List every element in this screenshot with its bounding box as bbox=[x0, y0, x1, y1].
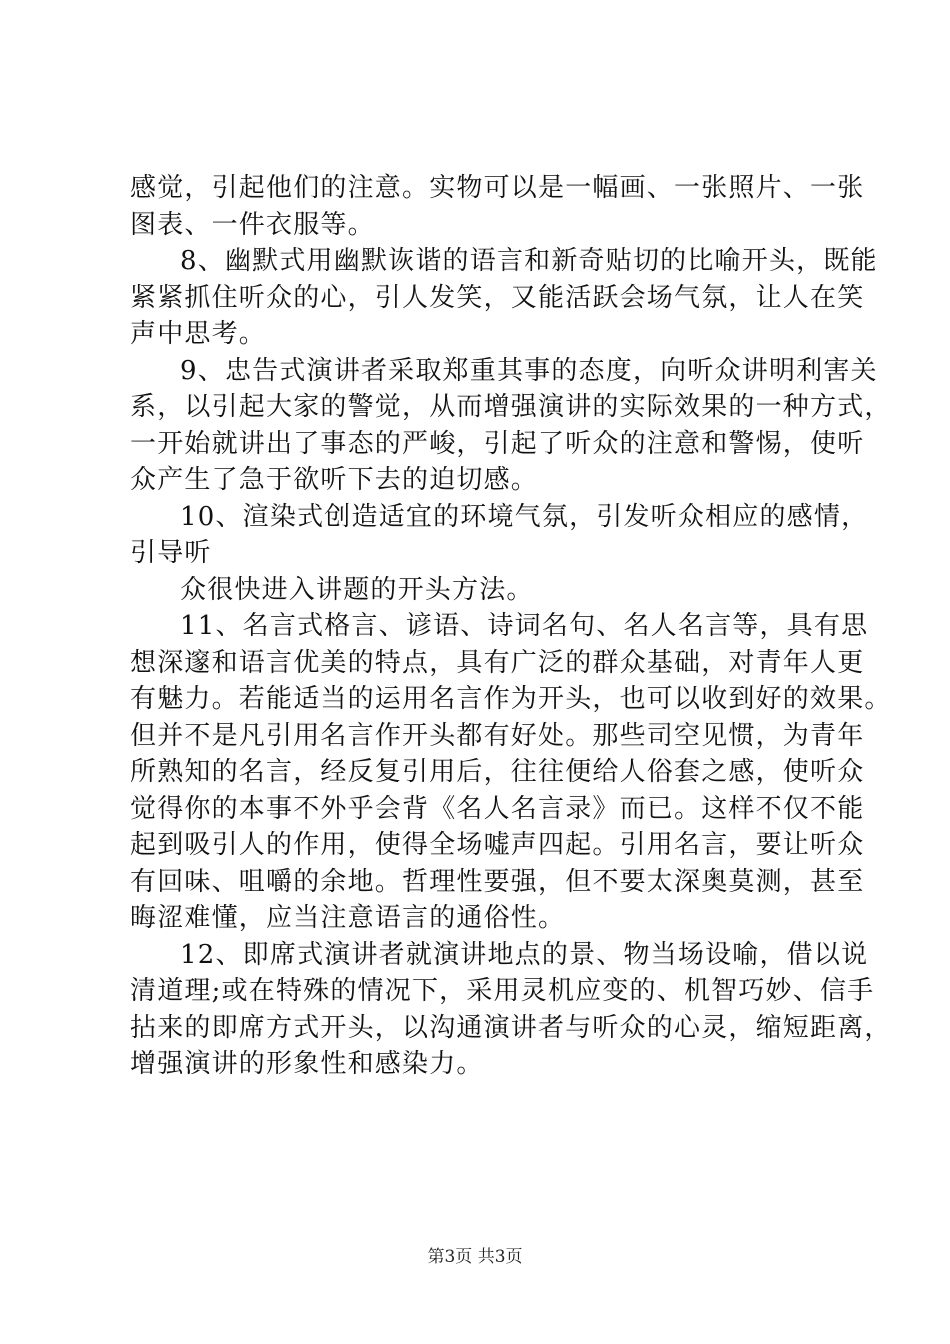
text-line: 起到吸引人的作用，使得全场嘘声四起。引用名言，要让听众 bbox=[130, 830, 865, 860]
text-line: 11、名言式格言、谚语、诗词名句、名人名言等，具有思 bbox=[180, 611, 869, 641]
text-line: 拈来的即席方式开头，以沟通演讲者与听众的心灵，缩短距离， bbox=[130, 1012, 892, 1043]
text-line: 引导听 bbox=[130, 538, 212, 568]
paragraph-12-impromptu bbox=[130, 937, 892, 1083]
document-body bbox=[130, 170, 892, 1083]
text-line: 10、渲染式创造适宜的环境气氛，引发听众相应的感情， bbox=[180, 501, 869, 532]
text-line: 增强演讲的形象性和感染力。 bbox=[130, 1049, 484, 1079]
text-line: 但并不是凡引用名言作开头都有好处。那些司空见惯，为青年 bbox=[130, 720, 865, 751]
paragraph-10-atmosphere bbox=[130, 499, 869, 572]
text-line: 12、即席式演讲者就演讲地点的景、物当场设喻，借以说 bbox=[180, 939, 869, 970]
text-line: 感觉，引起他们的注意。实物可以是一幅画、一张照片、一张 bbox=[130, 173, 865, 203]
text-line: 系，以引起大家的警觉，从而增强演讲的实际效果的一种方式， bbox=[130, 392, 892, 422]
text-line: 声中思考。 bbox=[130, 319, 267, 349]
text-line: 一开始就讲出了事态的严峻，引起了听众的注意和警惕，使听 bbox=[130, 428, 865, 459]
text-line: 晦涩难懂，应当注意语言的通俗性。 bbox=[130, 903, 566, 933]
text-line: 众很快进入讲题的开头方法。 bbox=[180, 574, 534, 605]
paragraph-8-humor bbox=[130, 243, 878, 353]
text-line: 想深邃和语言优美的特点，具有广泛的群众基础，对青年人更 bbox=[130, 647, 865, 678]
page-number-footer: 第3页 共3页 bbox=[427, 1247, 523, 1267]
paragraph-continuation bbox=[130, 170, 865, 243]
paragraph-9-advice bbox=[130, 353, 892, 499]
text-line: 众产生了急于欲听下去的迫切感。 bbox=[130, 465, 539, 495]
text-line: 9、忠告式演讲者采取郑重其事的态度，向听众讲明利害关 bbox=[180, 355, 878, 386]
text-line: 有回味、咀嚼的余地。哲理性要强，但不要太深奥莫测，甚至 bbox=[130, 866, 865, 897]
text-line: 图表、一件衣服等。 bbox=[130, 209, 375, 240]
paragraph-10-continuation bbox=[130, 572, 835, 609]
text-line: 紧紧抓住听众的心，引人发笑，又能活跃会场气氛，让人在笑 bbox=[130, 282, 865, 313]
text-line: 有魅力。若能适当的运用名言作为开头，也可以收到好的效果。 bbox=[130, 684, 892, 714]
text-line: 清道理;或在特殊的情况下，采用灵机应变的、机智巧妙、信手 bbox=[130, 976, 875, 1006]
text-line: 8、幽默式用幽默诙谐的语言和新奇贴切的比喻开头，既能 bbox=[180, 246, 878, 276]
text-line: 所熟知的名言，经反复引用后，往往便给人俗套之感，使听众 bbox=[130, 757, 865, 787]
paragraph-11-quotation bbox=[130, 608, 892, 937]
text-line: 觉得你的本事不外乎会背《名人名言录》而已。这样不仅不能 bbox=[130, 793, 865, 824]
